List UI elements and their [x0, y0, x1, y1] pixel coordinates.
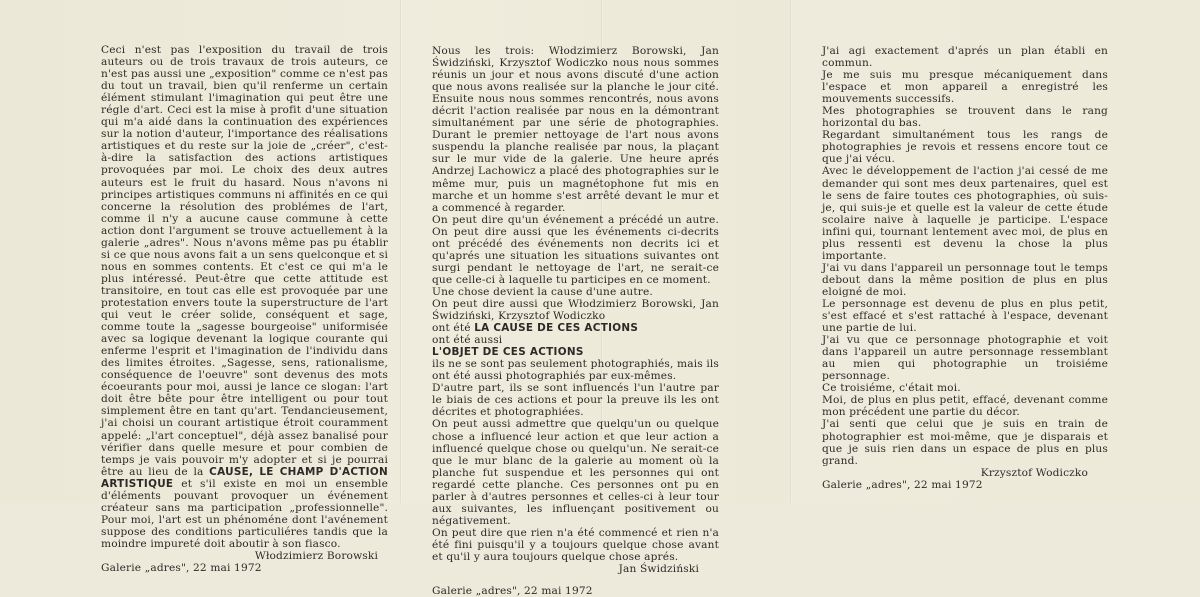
emphasis-object: L'OBJET DE CES ACTIONS	[432, 346, 584, 359]
statement-text-part2: et s'il existe en moi un ensemble d'éléments pouvant provoquer un événement créateur sans ma participation „professionnelle". Pour moi, l'art est un phénoméne dont l'avénement suppose des conditions particuliéres tandis que la moindre impureté doit aboutir à son fiasco.	[101, 477, 388, 550]
paragraph: Le personnage est devenu de plus en plus petit, s'est effacé et s'est rattaché à l'espace, devenant une partie de lui.	[822, 297, 1108, 335]
paragraph: On peut dire qu'un événement a précédé un autre. On peut dire aussi que les événements ci-decrits ont précédé des événements non decrits ici et qu'aprés une situation les situations suivantes ont surgi pendant le nettoyage de l'art, ne serait-ce que celle-ci à laquelle tu participes en ce moment.	[432, 213, 719, 286]
place-date-2: Galerie „adres", 22 mai 1972	[432, 585, 593, 597]
paragraph: Une chose devient la cause d'une autre.	[432, 285, 653, 298]
column-wodiczko	[822, 45, 1108, 491]
paragraph: On peut dire que rien n'a été commencé et rien n'a été fini puisqu'il y a toujours quelque chose avant et qu'il y aura toujours quelque chose aprés.	[432, 526, 719, 563]
column-borowski	[101, 44, 388, 574]
paragraph	[432, 322, 719, 334]
paragraph: J'ai vu dans l'appareil un personnage tout le temps debout dans la même position de plus en plus eloigné de moi.	[822, 261, 1108, 298]
paragraph: On peut dire aussi que Włodzimierz Borowski, Jan Świdziński, Krzysztof Wodiczko	[432, 297, 719, 323]
statement-emphasis: CAUSE, LE CHAMP D'ACTION ARTISTIQUE	[101, 465, 388, 490]
borowski-statement	[101, 44, 388, 550]
paragraph: Ce troisiéme, c'était moi.	[822, 382, 961, 395]
place-date-3: Galerie „adres", 22 mai 1972	[822, 478, 983, 491]
place-date-1: Galerie „adres", 22 mai 1972	[101, 562, 262, 575]
emphasis-cause: LA CAUSE DE CES ACTIONS	[474, 322, 639, 335]
paragraph: J'ai senti que celui que je suis en train de photographier est moi-même, que je disparais et que je suis rien dans un espace de plus en plus grand.	[822, 418, 1108, 467]
fold-line-left	[400, 0, 402, 503]
paragraph: ils ne se sont pas seulement photographiés, mais ils ont été aussi photographiés par eux-mêmes.	[432, 358, 720, 383]
statement-text-part1: Ceci n'est pas l'exposition du travail de trois auteurs ou de trois travaux de trois auteurs, ce n'est pas aussi une „exposition" comme ce n'est pas du tout un travail, bien qu'il renferme un certain élément stimulant l'imagination qui peut être une régle d'art. Ceci est la mise à profit d'une situation qui m'a aidé dans la continuation des expériences sur la notion d'auteur, l'importance des réalisations artistiques et du reste sur la joie de „créer", c'est-à-dire la satisfaction des actions artistiques provoquées par moi. Le choix des deux autres auteurs est le fruit du hasard. Nous n'avons ni principes artistiques communs ni affinités en ce qui concerne la résolution des problémes de l'art, comme il n'y a aucune cause commune à cette action dont l'argument se trouve actuellement à la galerie „adres". Nous n'avons même pas pu établir si ce que nous avons fait a un sens quelconque et si nous en sommes contents. Et c'est ce qui m'a le plus intéressé. Peut-être que cette attitude est transitoire, en tout cas elle est provoquée par une protestation envers toute la superstructure de l'art qui veut le créer solide, conséquent et sage, comme toute la „sagesse bourgeoise" uniformisée avec sa logique devenant la logique courante qui enferme l'esprit et l'imagination de l'individu dans des limites étroites. „Sagesse, sens, rationalisme, conséquence de l'oeuvre" sont devenus des mots écoeurants pour moi, aussi je lance ce slogan: l'art doit être bête pour être intelligent ou pour tout simplement être en tant qu'art. Tendancieusement, j'ai choisi un courant artistique étroit couramment appelé: „l'art conceptuel", déjà assez banalisé pour vérifier dans quelle mesure et pour combien de temps je vais pouvoir m'y adopter et si je pourrai être au lieu de la	[101, 44, 388, 478]
signature-swidzinski: Jan Świdziński	[618, 563, 699, 576]
paragraph: Mes photographies se trouvent dans le rang horizontal du bas.	[822, 105, 1108, 130]
fold-line-right	[790, 0, 792, 503]
signature-borowski: Włodzimierz Borowski	[254, 549, 378, 562]
column-swidzinski	[432, 45, 719, 597]
paragraph: Je me suis mu presque mécaniquement dans l'espace et mon appareil a enregistré les mouvements successifs.	[822, 69, 1108, 106]
paragraph: Avec le développement de l'action j'ai cessé de me demander qui sont mes deux partenaires, quel est le sens de faire toutes ces photographies, où suis-je, qui suis-je et quelle est la valeur de cette étude scolaire naive à laquelle je participe. L'espace infini qui, tournant lentement avec moi, de plus en plus ressenti est devenu la chose la plus importante.	[822, 165, 1108, 262]
paragraph: On peut aussi admettre que quelqu'un ou quelque chose a influencé leur action et que leur action a influencé quelque chose ou quelqu'un. Ne serait-ce que le mur blanc de la galerie au moment où la planche fut suspendue et les personnes qui ont regardé cette planche. Ces personnes ont pu en parler à d'autres personnes et celles-ci à leur tour aux suivantes, les influençant positivement ou négativement.	[432, 418, 719, 527]
text-prefix: ont été	[432, 322, 475, 335]
signature-wodiczko: Krzysztof Wodiczko	[980, 466, 1088, 479]
paragraph: ont été aussi	[432, 334, 503, 347]
paragraph: Moi, de plus en plus petit, effacé, devenant comme mon précédent une partie du décor.	[822, 394, 1108, 419]
paragraph: J'ai agi exactement d'aprés un plan établi en commun.	[822, 45, 1108, 70]
paragraph: D'autre part, ils se sont influencés l'un l'autre par le biais de ces actions et pour la preuve ils les ont décrites et photographiées.	[432, 382, 719, 419]
paragraph: Regardant simultanément tous les rangs de photographies je revois et ressens encore tout ce que j'ai vécu.	[822, 129, 1108, 166]
paragraph: Nous les trois: Włodzimierz Borowski, Jan Świdziński, Krzysztof Wodiczko nous nous sommes réunis un jour et nous avons discuté d'une action que nous avons realisée sur la planche le jour cité. Ensuite nous nous sommes rencontrés, nous avons décrit l'action realisée par nous en la démontrant simultanément par une série de photographies. Durant le premier nettoyage de l'art nous avons suspendu la planche realisée par nous, la plaçant sur le mur vide de la galerie. Une heure aprés Andrzej Lachowicz a placé des photographies sur le même mur, puis un magnétophone fut mis en marche et un homme s'est arrêté devant le mur et a commencé à regarder.	[432, 45, 719, 214]
paragraph: J'ai vu que ce personnage photographie et voit dans l'appareil un autre personnage ressemblant au mien qui photographie un troisiéme personnage.	[822, 334, 1108, 383]
